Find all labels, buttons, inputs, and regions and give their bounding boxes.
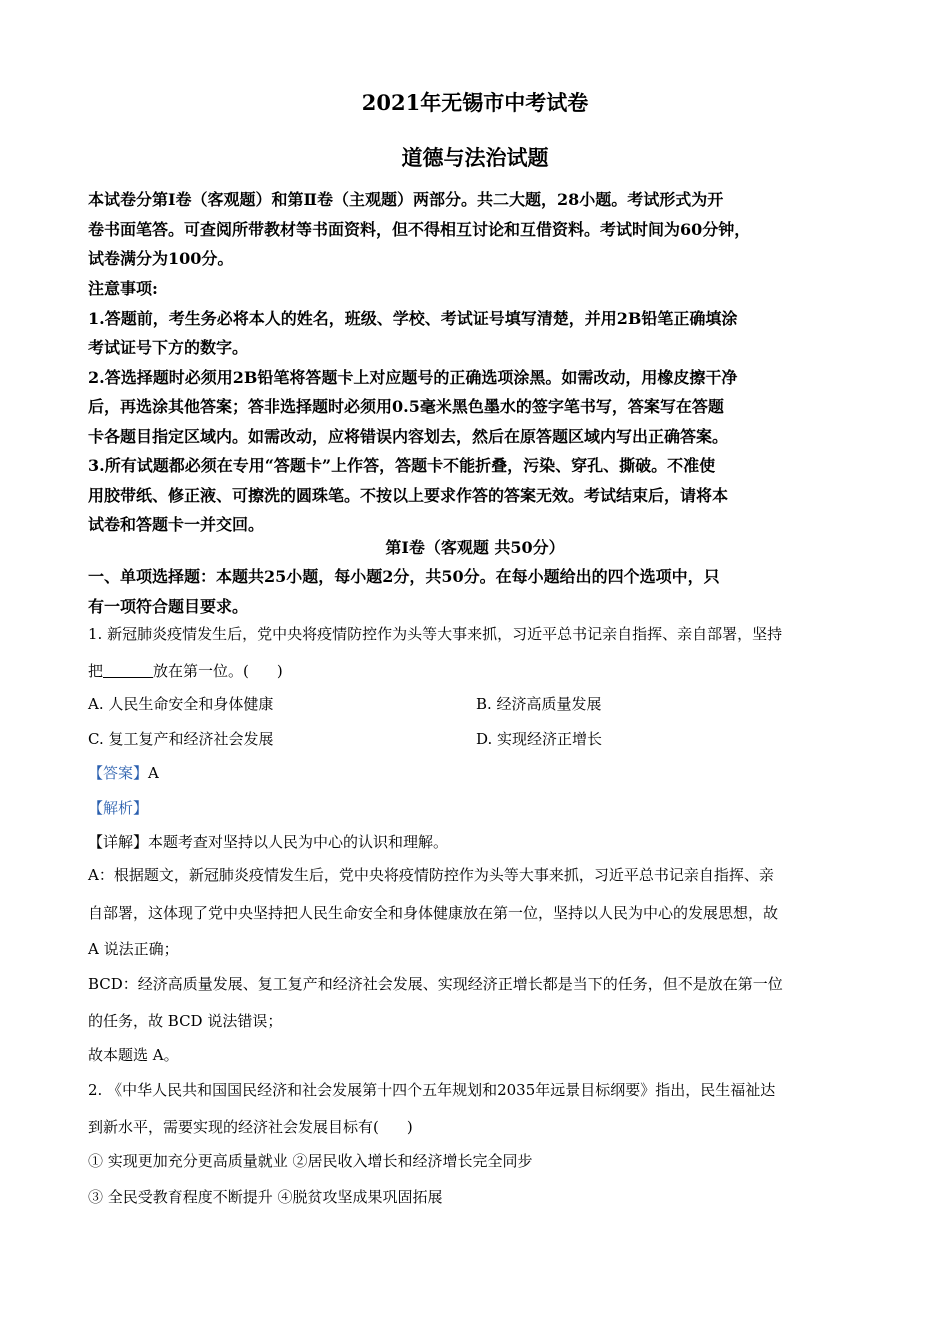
q1-explanation-bcd: BCD：经济高质量发展、复工复产和经济社会发展、实现经济正增长都是当下的任务，但不是放在第一位 <box>88 975 783 993</box>
q1-stem-line2 <box>88 658 878 684</box>
analysis-label: 【解析】 <box>88 799 149 817</box>
notice-block <box>88 274 878 540</box>
q1-stem-text: 把 <box>88 662 104 680</box>
q2-paren-close: ) <box>406 1118 413 1136</box>
q1-explanation-a: 自部署，这体现了党中央坚持把人民生命安全和身体健康放在第一位，坚持以人民为中心的发展思想，故 <box>88 904 779 922</box>
q1-option-a: A. 人民生命安全和身体健康 <box>88 695 274 713</box>
q1-paren-close: ) <box>276 662 283 680</box>
intro-line: 本试卷分第Ⅰ卷（客观题）和第Ⅱ卷（主观题）两部分。共二大题，28小题。考试形式为开 <box>88 190 724 209</box>
instruction-line: 一、单项选择题：本题共25小题，每小题2分，共50分。在每小题给出的四个选项中，只 <box>88 567 720 586</box>
notice-line: 后，再选涂其他答案；答非选择题时必须用0.5毫米黑色墨水的签字笔书写，答案写在答题 <box>88 397 724 416</box>
q1-detail: 【详解】本题考查对坚持以人民为中心的认识和理解。 <box>88 833 449 851</box>
q2-stem-line1: 2. 《中华人民共和国国民经济和社会发展第十四个五年规划和2035年远景目标纲要》指出，民生福祉达 <box>88 1081 776 1099</box>
q2-stem-line2 <box>88 1114 878 1140</box>
notice-line: 卡各题目指定区域内。如需改动，应将错误内容划去，然后在原答题区域内写出正确答案。 <box>88 426 729 446</box>
section-title: 第I卷（客观题 共50分） <box>385 538 565 557</box>
q1-stem-text: 放在第一位。( <box>153 662 249 680</box>
intro-line: 试卷满分为100分。 <box>88 249 234 268</box>
q1-conclusion: 故本题选 A。 <box>88 1046 179 1064</box>
intro-paragraph <box>88 185 878 274</box>
notice-line: 1.答题前，考生务必将本人的姓名，班级、学校、考试证号填写清楚，并用2B铅笔正确填涂 <box>88 308 738 328</box>
answer-label: 【答案】 <box>88 764 149 782</box>
exam-subtitle: 道德与法治试题 <box>401 145 549 170</box>
intro-line: 卷书面笔答。可查阅所带教材等书面资料，但不得相互讨论和互借资料。考试时间为60分钟， <box>88 219 751 239</box>
q2-items-line2: ③ 全民受教育程度不断提升 ④脱贫攻坚成果巩固拓展 <box>88 1188 443 1206</box>
q1-explanation-a: A：根据题文，新冠肺炎疫情发生后，党中央将疫情防控作为头等大事来抓，习近平总书记亲自指挥、亲 <box>88 866 774 884</box>
q1-stem-line1: 1. 新冠肺炎疫情发生后，党中央将疫情防控作为头等大事来抓，习近平总书记亲自指挥、亲自部署，坚持 <box>88 625 783 643</box>
notice-line: 试卷和答题卡一并交回。 <box>88 515 265 534</box>
q1-option-b: B. 经济高质量发展 <box>476 695 602 713</box>
instruction-line: 有一项符合题目要求。 <box>88 596 249 616</box>
q1-answer <box>88 760 878 786</box>
q1-explanation-a: A 说法正确； <box>88 940 179 958</box>
answer-value: A <box>148 764 159 782</box>
notice-line: 3.所有试题都必须在专用“答题卡”上作答，答题卡不能折叠，污染、穿孔、撕破。不准使 <box>88 456 716 475</box>
exam-title: 2021年无锡市中考试卷 <box>361 90 589 115</box>
q2-items-line1: ① 实现更加充分更高质量就业 ②居民收入增长和经济增长完全同步 <box>88 1152 533 1170</box>
q1-option-c: C. 复工复产和经济社会发展 <box>88 730 274 748</box>
notice-heading: 注意事项: <box>88 279 158 298</box>
notice-line: 用胶带纸、修正液、可擦洗的圆珠笔。不按以上要求作答的答案无效。考试结束后，请将本 <box>88 485 729 505</box>
q1-explanation-bcd: 的任务，故 BCD 说法错误； <box>88 1012 283 1030</box>
q1-option-d: D. 实现经济正增长 <box>476 730 603 748</box>
section-instructions <box>88 562 878 621</box>
q2-stem-text: 到新水平，需要实现的经济社会发展目标有( <box>88 1118 379 1136</box>
notice-line: 2.答选择题时必须用2B铅笔将答题卡上对应题号的正确选项涂黑。如需改动，用橡皮擦干净 <box>88 367 738 387</box>
notice-line: 考试证号下方的数字。 <box>88 338 249 357</box>
q1-blank <box>103 661 153 678</box>
